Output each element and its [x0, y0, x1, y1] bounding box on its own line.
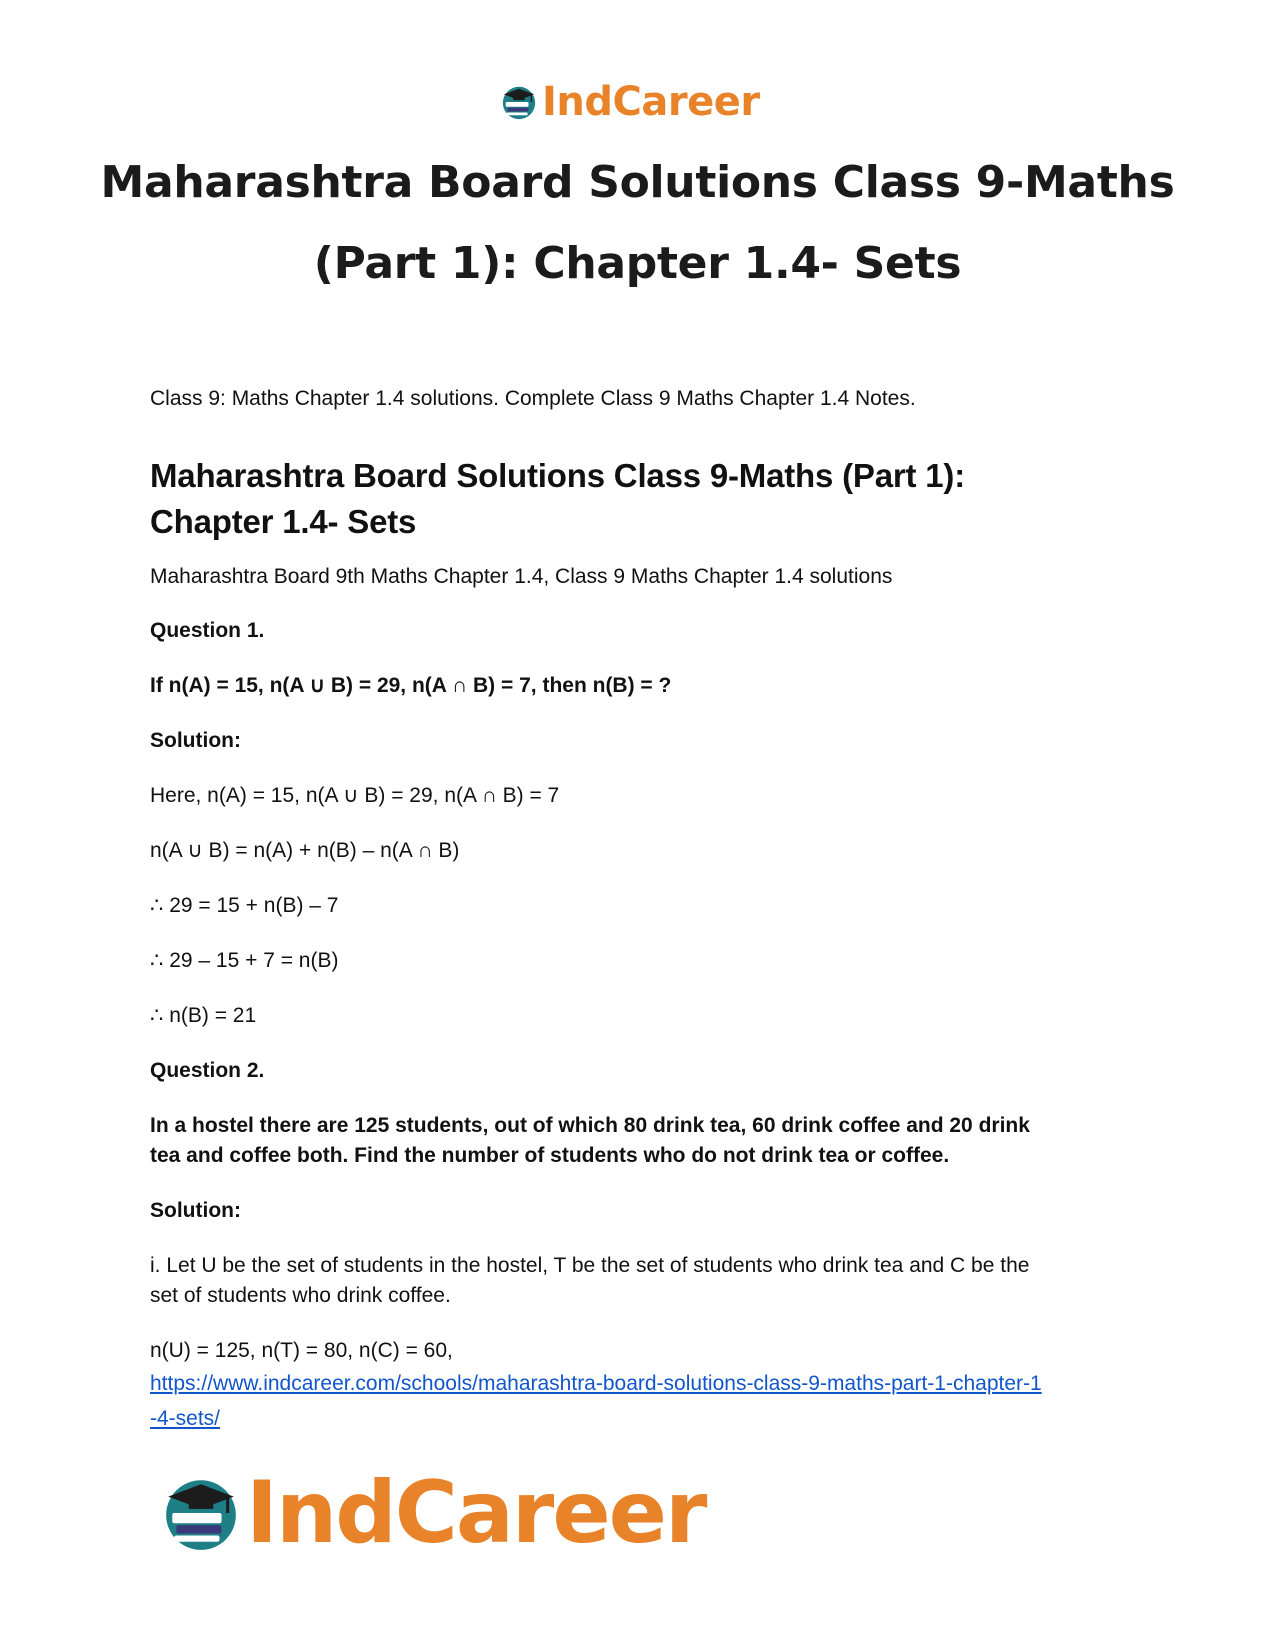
- solution-2-step: n(U) = 125, n(T) = 80, n(C) = 60,: [150, 1339, 453, 1362]
- solution-1-step: Here, n(A) = 15, n(A ∪ B) = 29, n(A ∩ B) = 7: [150, 784, 560, 807]
- question-2-text-line-2: tea and coffee both. Find the number of students who do not drink tea or coffee.: [150, 1144, 950, 1167]
- footer-logo: [160, 1463, 706, 1563]
- source-url-link[interactable]: [150, 1366, 1130, 1436]
- logo-wordmark: IndCareer: [542, 79, 760, 125]
- question-2-text-line-1: In a hostel there are 125 students, out of which 80 drink tea, 60 drink coffee and 20 drink: [150, 1114, 1030, 1137]
- solution-1-label: Solution:: [150, 729, 241, 752]
- section-heading-line-2: Chapter 1.4- Sets: [150, 503, 417, 540]
- question-2-text: [150, 1111, 1130, 1171]
- solution-2-step: [150, 1251, 1130, 1311]
- solution-1-step: ∴ 29 – 15 + 7 = n(B): [150, 949, 339, 972]
- page-title: [80, 142, 1195, 304]
- solution-2-step-line-1: i. Let U be the set of students in the hostel, T be the set of students who drink tea and C be the: [150, 1254, 1030, 1277]
- solution-1-step: ∴ n(B) = 21: [150, 1004, 257, 1027]
- question-2-label: Question 2.: [150, 1059, 265, 1082]
- title-line-2: (Part 1): Chapter 1.4- Sets: [313, 238, 962, 289]
- solution-1-step: ∴ 29 = 15 + n(B) – 7: [150, 894, 339, 917]
- question-1-label: Question 1.: [150, 619, 265, 642]
- subtitle-text: Maharashtra Board 9th Maths Chapter 1.4, Class 9 Maths Chapter 1.4 solutions: [150, 565, 893, 588]
- section-heading-line-1: Maharashtra Board Solutions Class 9-Maths (Part 1):: [150, 457, 965, 494]
- question-1-text: If n(A) = 15, n(A ∪ B) = 29, n(A ∩ B) = 7, then n(B) = ?: [150, 674, 672, 697]
- source-url-line-1: https://www.indcareer.com/schools/maharashtra-board-solutions-class-9-maths-part-1-chapter-1: [150, 1372, 1042, 1395]
- logo-wordmark: IndCareer: [246, 1463, 706, 1563]
- graduation-cap-emblem-icon: [500, 83, 538, 121]
- source-url-line-2: -4-sets/: [150, 1407, 221, 1430]
- title-line-1: Maharashtra Board Solutions Class 9-Maths: [100, 157, 1175, 208]
- solution-2-step-line-2: set of students who drink coffee.: [150, 1284, 451, 1307]
- solution-1-step: n(A ∪ B) = n(A) + n(B) – n(A ∩ B): [150, 839, 460, 862]
- header-logo: [500, 80, 760, 124]
- section-heading: [150, 453, 1130, 545]
- intro-text: Class 9: Maths Chapter 1.4 solutions. Complete Class 9 Maths Chapter 1.4 Notes.: [150, 387, 916, 410]
- solution-2-label: Solution:: [150, 1199, 241, 1222]
- graduation-cap-emblem-icon: [160, 1472, 242, 1554]
